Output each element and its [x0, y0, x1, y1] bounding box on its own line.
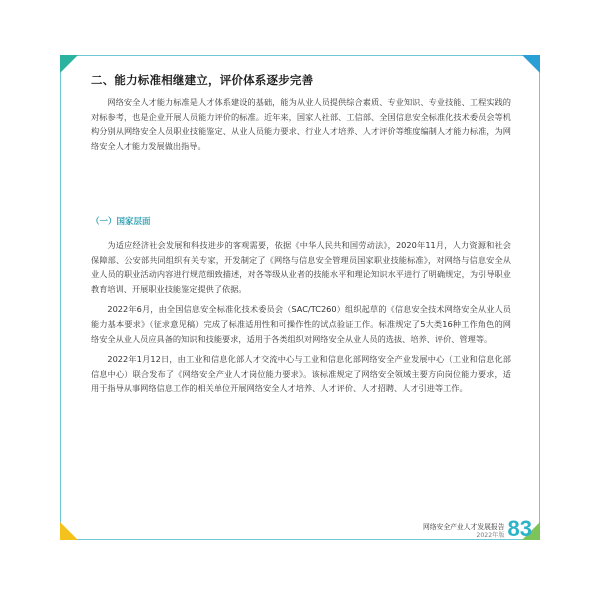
page-footer	[423, 518, 532, 540]
report-title: 网络安全产业人才发展报告	[422, 523, 505, 531]
paragraph-labor-standard: 为适应经济社会发展和科技进步的客观需要，依据《中华人民共和国劳动法》，2020年11月，人力资源和社会保障部、公安部共同组织有关专家，开发制定了《网络与信息安全管理员国家职业技能标准》，对网络与信息安全从业人员的职业活动内容进行规范细致描述，对各等级从业者的技能水平和理论知识水平进行了明确规定，为引导职业教育培训、开展职业技能鉴定提供了依据。	[91, 240, 511, 294]
subsection-title: （一）国家层面	[91, 217, 151, 227]
corner-decoration-top-right	[522, 55, 540, 73]
corner-decoration-top-left	[60, 55, 78, 73]
subsection-body	[91, 238, 511, 402]
corner-decoration-bottom-left	[60, 522, 78, 540]
paragraph-miit-standard: 2022年1月12日，由工业和信息化部人才交流中心与工业和信息化部网络安全产业发展中心（工业和信息化部信息中心）联合发布了《网络安全产业人才岗位能力要求》。该标准规定了网络安全领域主要方向岗位能力要求，适用于指导从事网络信息工作的相关单位开展网络安全人才培养、人才评价、人才招聘、人才引进等工作。	[91, 354, 511, 394]
paragraph-tc260-standard: 2022年6月，由全国信息安全标准化技术委员会（SAC/TC260）组织起草的《信息安全技术网络安全从业人员能力基本要求》（征求意见稿）完成了标准适用性和可操作性的试点验证工作。标准规定了5大类16种工作角色的网络安全从业人员应具备的知识和技能要求，适用于各类组织对网络安全从业人员的选拔、培养、评价、管理等。	[91, 304, 511, 344]
page-number: 83	[507, 516, 532, 541]
report-edition: 2022年版	[476, 532, 505, 539]
section-title: 二、能力标准相继建立，评价体系逐步完善	[91, 73, 314, 87]
section-body	[91, 72, 511, 159]
section-intro-paragraph: 网络安全人才能力标准是人才体系建设的基础，能为从业人员提供综合素质、专业知识、专业技能、工程实践的对标参考，也是企业开展人员能力评价的标准。近年来，国家人社部、工信部、全国信息安全标准化技术委员会等机构分别从网络安全人员职业技能鉴定、从业人员能力要求、行业人才培养、人才评价等维度编制人才能力标准，为网络安全人才能力发展做出指导。	[91, 97, 511, 151]
